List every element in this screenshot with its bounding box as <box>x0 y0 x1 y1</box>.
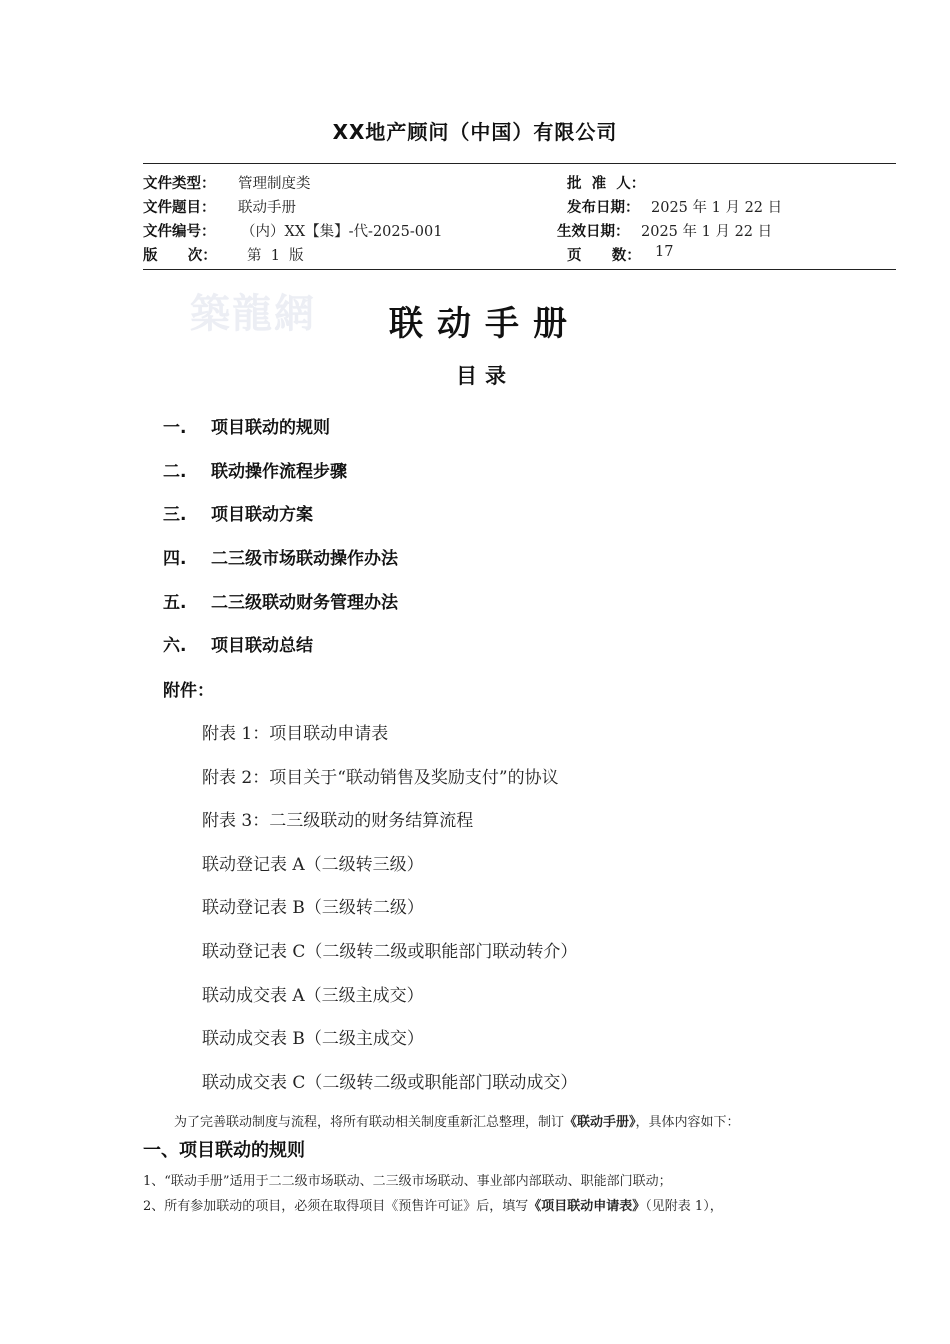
meta-row-4 <box>143 244 896 268</box>
rule-line-2-text-end: （见附表 1）， <box>645 1199 723 1214</box>
toc-item-text: 二三级联动财务管理办法 <box>211 593 398 613</box>
toc-item-number: 三. <box>163 505 187 525</box>
attachment-item: 联动成交表 C（二级转二级或职能部门联动成交） <box>202 1073 578 1093</box>
toc-item-number: 一. <box>163 418 187 438</box>
intro-paragraph <box>174 1111 740 1130</box>
publish-date-label: 发布日期： <box>567 200 640 216</box>
subject-label: 文件题目： <box>143 200 216 216</box>
intro-text: 为了完善联动制度与流程，将所有联动相关制度重新汇总整理，制订 <box>174 1115 565 1130</box>
toc-item <box>163 544 398 572</box>
effective-date-label: 生效日期： <box>557 224 630 240</box>
file-type-value: 管理制度类 <box>238 176 311 192</box>
file-type-label: 文件类型： <box>143 176 216 192</box>
toc-item-text: 项目联动方案 <box>211 505 313 525</box>
header-bottom-rule <box>143 269 896 270</box>
attachment-item: 附表 1：项目联动申请表 <box>202 724 389 744</box>
attachment-item: 联动登记表 A（二级转三级） <box>202 855 424 875</box>
approver-label: 批 准 人： <box>567 176 646 192</box>
toc-item-text: 项目联动总结 <box>211 636 313 656</box>
rule-line-2-form-title: 《项目联动申请表》 <box>528 1199 646 1214</box>
toc-item <box>163 631 313 659</box>
rule-line-2 <box>143 1195 723 1214</box>
section-heading: 一、项目联动的规则 <box>143 1140 305 1161</box>
toc-heading: 目录 <box>456 364 514 388</box>
attachment-item: 附表 3：二三级联动的财务结算流程 <box>202 811 474 831</box>
watermark: 築龍網 <box>190 290 316 337</box>
intro-text-end: ，具体内容如下： <box>635 1115 740 1130</box>
meta-row-3 <box>143 220 896 244</box>
rule-line-2-text: 2、所有参加联动的项目，必须在取得项目《预售许可证》后，填写 <box>143 1199 529 1214</box>
attachments-heading: 附件： <box>163 681 214 701</box>
pages-label: 页 数： <box>567 248 641 264</box>
rule-line-1: 1、“联动手册”适用于二二级市场联动、二三级市场联动、事业部内部联动、职能部门联动； <box>143 1174 672 1189</box>
company-title: XX地产顾问（中国）有限公司 <box>332 120 618 144</box>
pages-value: 17 <box>655 244 674 260</box>
intro-book-title: 《联动手册》 <box>564 1115 636 1130</box>
attachment-item: 附表 2：项目关于“联动销售及奖励支付”的协议 <box>202 768 559 788</box>
toc-item <box>163 413 330 441</box>
document-title: 联动手册 <box>389 304 581 344</box>
meta-row-1 <box>143 172 896 196</box>
meta-row-2 <box>143 196 896 220</box>
toc-item-text: 二三级市场联动操作办法 <box>211 549 398 569</box>
toc-item-text: 项目联动的规则 <box>211 418 330 438</box>
toc-item <box>163 457 347 485</box>
toc-item-text: 联动操作流程步骤 <box>211 462 347 482</box>
attachment-item: 联动成交表 A（三级主成交） <box>202 986 424 1006</box>
toc-item-number: 六. <box>163 636 187 656</box>
effective-date-value: 2025 年 1 月 22 日 <box>641 224 773 240</box>
attachment-item: 联动登记表 C（二级转二级或职能部门联动转介） <box>202 942 578 962</box>
toc-item-number: 四. <box>163 549 187 569</box>
toc-item-number: 二. <box>163 462 187 482</box>
subject-value: 联动手册 <box>238 200 296 216</box>
header-top-rule <box>143 163 896 164</box>
version-label: 版 次： <box>143 248 217 264</box>
publish-date-value: 2025 年 1 月 22 日 <box>651 200 783 216</box>
toc-item <box>163 588 398 616</box>
version-value: 第 1 版 <box>247 248 304 264</box>
doc-no-label: 文件编号： <box>143 224 216 240</box>
attachment-item: 联动登记表 B（三级转二级） <box>202 898 424 918</box>
toc-item <box>163 500 313 528</box>
doc-no-value: （内）XX【集】-代-2025-001 <box>241 224 443 240</box>
toc-item-number: 五. <box>163 593 187 613</box>
attachment-item: 联动成交表 B（二级主成交） <box>202 1029 424 1049</box>
